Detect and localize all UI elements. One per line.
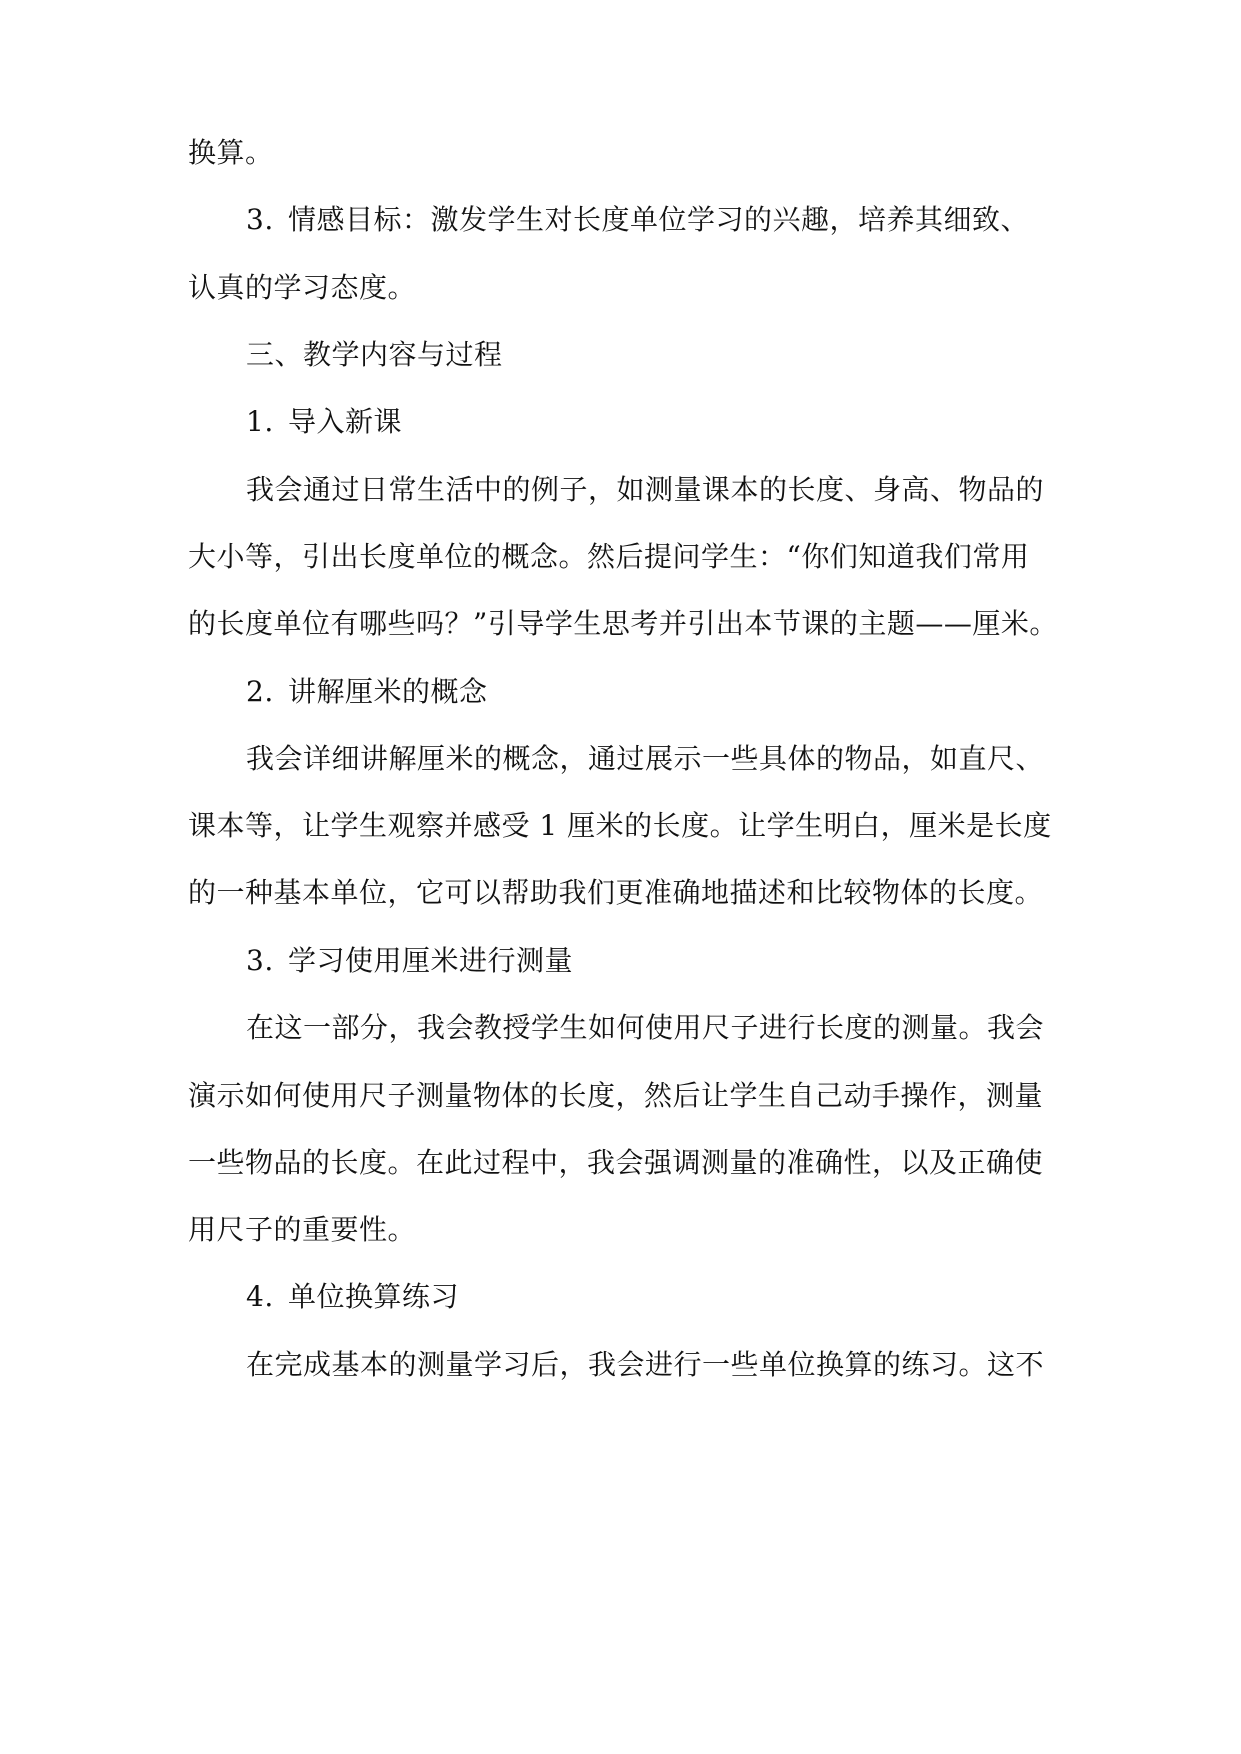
paragraph-line: 我会详细讲解厘米的概念，通过展示一些具体的物品，如直尺、 [246, 742, 1045, 775]
item-text: 学习使用厘米进行测量 [288, 944, 574, 977]
item-number: 1. [246, 405, 274, 438]
paragraph-line: 大小等，引出长度单位的概念。然后提问学生：“你们知道我们常用 [188, 540, 1030, 573]
paragraph-line: 用尺子的重要性。 [188, 1213, 417, 1246]
item-number: 3. [246, 944, 274, 977]
item-text: 讲解厘米的概念 [288, 675, 488, 708]
item-text: 单位换算练习 [288, 1280, 460, 1313]
item-number: 4. [246, 1280, 274, 1313]
paragraph-line: 的一种基本单位，它可以帮助我们更准确地描述和比较物体的长度。 [188, 876, 1044, 909]
section-heading: 三、教学内容与过程 [246, 338, 503, 371]
paragraph-line: 的长度单位有哪些吗？”引导学生思考并引出本节课的主题——厘米。 [188, 607, 1058, 640]
paragraph-line: 一些物品的长度。在此过程中，我会强调测量的准确性，以及正确使 [188, 1146, 1044, 1179]
paragraph-line: 课本等，让学生观察并感受 1 厘米的长度。让学生明白，厘米是长度 [188, 809, 1052, 842]
item-text: 导入新课 [288, 405, 403, 438]
paragraph-line: 在这一部分，我会教授学生如何使用尺子进行长度的测量。我会 [246, 1011, 1045, 1044]
subheading-conversion [246, 1277, 1126, 1317]
item-number: 2. [246, 675, 274, 708]
list-item-emotional-goal [246, 200, 1126, 240]
item-text: 情感目标：激发学生对长度单位学习的兴趣，培养其细致、 [288, 203, 1030, 236]
subheading-concept [246, 672, 1126, 712]
item-number: 3. [246, 203, 274, 236]
text-line: 认真的学习态度。 [188, 271, 417, 304]
paragraph-line: 在完成基本的测量学习后，我会进行一些单位换算的练习。这不 [246, 1348, 1045, 1381]
text-line: 换算。 [188, 136, 274, 169]
paragraph-line: 我会通过日常生活中的例子，如测量课本的长度、身高、物品的 [246, 473, 1045, 506]
paragraph-line: 演示如何使用尺子测量物体的长度，然后让学生自己动手操作，测量 [188, 1079, 1044, 1112]
subheading-measuring [246, 941, 1126, 981]
subheading-intro [246, 402, 1126, 442]
